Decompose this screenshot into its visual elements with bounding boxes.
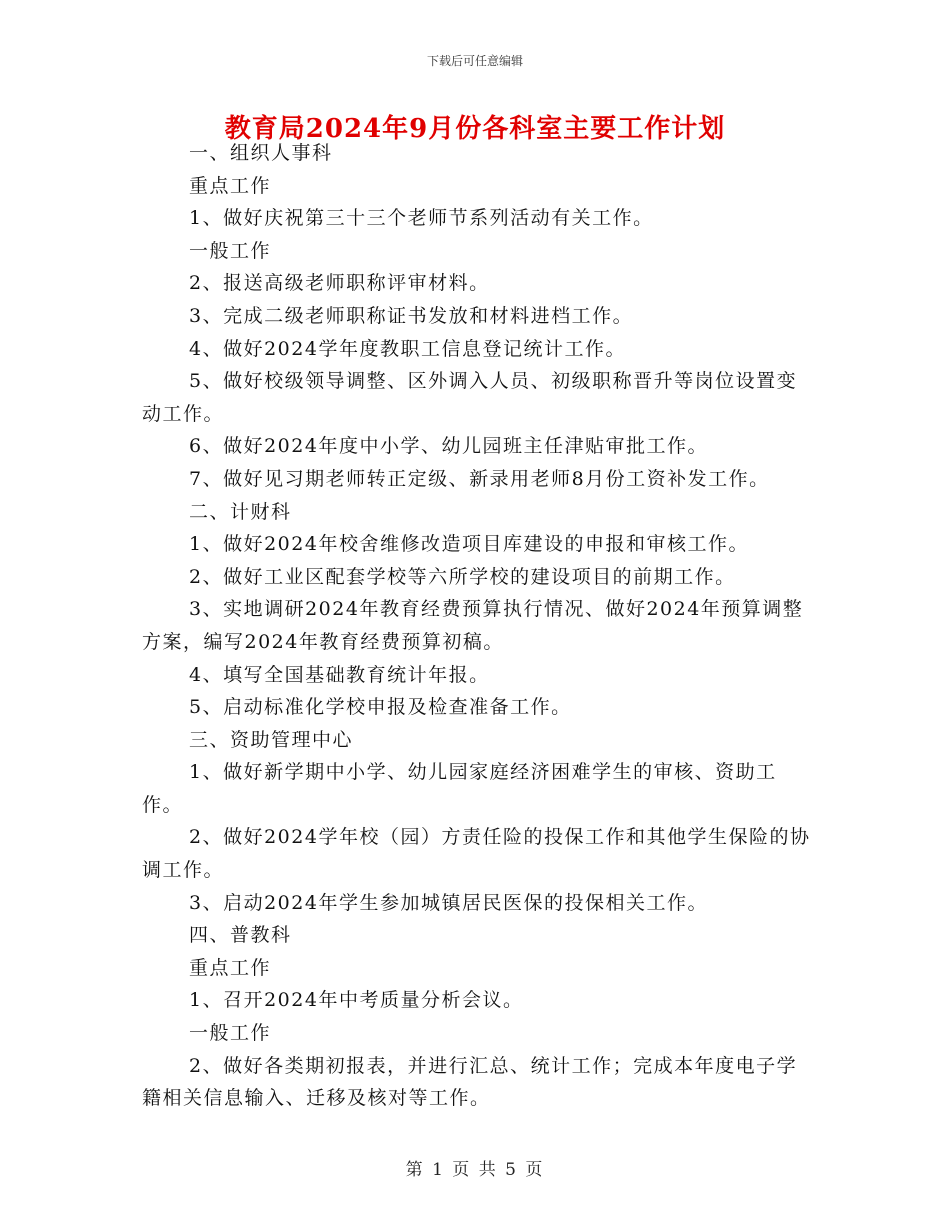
list-item: 7、做好见习期老师转正定级、新录用老师8月份工资补发工作。 — [189, 467, 770, 490]
page-header-note: 下载后可任意编辑 — [426, 54, 523, 68]
subheading: 重点工作 — [189, 174, 272, 197]
list-item: 2、做好工业区配套学校等六所学校的建设项目的前期工作。 — [189, 565, 736, 588]
list-item: 4、做好2024学年度教职工信息登记统计工作。 — [189, 337, 626, 360]
list-item: 3、完成二级老师职称证书发放和材料进档工作。 — [189, 304, 634, 327]
list-item: 4、填写全国基础教育统计年报。 — [189, 663, 490, 686]
section-heading: 四、普教科 — [189, 924, 292, 947]
list-item: 6、做好2024年度中小学、幼儿园班主任津贴审批工作。 — [189, 435, 708, 458]
list-item: 2、报送高级老师职称评审材料。 — [189, 272, 490, 295]
list-item: 1、做好新学期中小学、幼儿园家庭经济困难学生的审核、资助工作。 — [142, 761, 777, 816]
list-item: 2、做好2024学年校（园）方责任险的投保工作和其他学生保险的协调工作。 — [142, 826, 811, 882]
list-item: 1、召开2024年中考质量分析会议。 — [189, 989, 524, 1012]
list-item: 5、启动标准化学校申报及检查准备工作。 — [189, 696, 572, 719]
list-item: 3、实地调研2024年教育经费预算执行情况、做好2024年预算调整方案，编写2024年教育经费预算初稿。 — [142, 598, 804, 653]
list-item: 2、做好各类期初报表，并进行汇总、统计工作；完成本年度电子学籍相关信息输入、迁移及核对等工作。 — [142, 1054, 798, 1110]
section-heading: 一、组织人事科 — [189, 142, 333, 164]
subheading: 一般工作 — [189, 1022, 272, 1045]
list-item: 5、做好校级领导调整、区外调入人员、初级职称晋升等岗位设置变动工作。 — [142, 370, 798, 425]
list-item: 1、做好庆祝第三十三个老师节系列活动有关工作。 — [189, 207, 654, 230]
subheading: 重点工作 — [189, 956, 272, 979]
list-item: 3、启动2024年学生参加城镇居民医保的投保相关工作。 — [189, 891, 708, 914]
document-title: 教育局2024年9月份各科室主要工作计划 — [224, 114, 726, 144]
page-indicator: 第 1 页 共 5 页 — [405, 1160, 545, 1180]
list-item: 1、做好2024年校舍维修改造项目库建设的申报和审核工作。 — [189, 533, 749, 556]
document-body — [142, 137, 812, 1115]
subheading: 一般工作 — [189, 239, 272, 262]
section-heading: 三、资助管理中心 — [189, 728, 354, 751]
section-heading: 二、计财科 — [189, 500, 292, 523]
